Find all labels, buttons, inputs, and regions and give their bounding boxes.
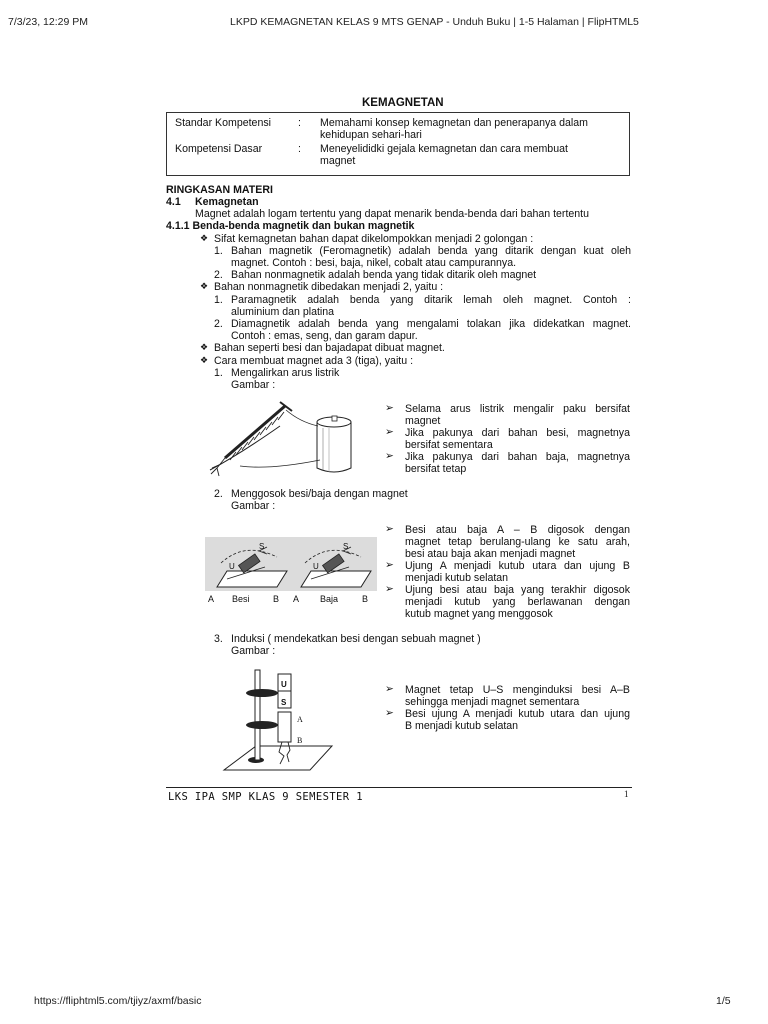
figure-label: A: [293, 594, 300, 604]
doc-title: KEMAGNETAN: [362, 97, 444, 109]
bullet-text-3: Bahan seperti besi dan bajadapat dibuat magnet.: [214, 342, 445, 354]
method1-note-1-line1: Selama arus listrik mengalir paku bersifat: [405, 403, 630, 415]
footer-divider: [166, 787, 632, 788]
method2-note-3-line3: kutub magnet yang menggosok: [405, 608, 553, 620]
arrow-bullet-icon: ➢: [385, 583, 394, 595]
bullet-text-1: Sifat kemagnetan bahan dapat dikelompokkan menjadi 2 golongan :: [214, 233, 534, 245]
figure-induction-stand: [222, 668, 334, 780]
method2-note-1-line2: magnet tetap berulang-ulang ke satu arah,: [405, 536, 630, 548]
method2-note-3-line2: menjadi kutub yang berlawanan dengan: [405, 596, 630, 608]
list-number: 1.: [214, 245, 223, 257]
subsection-number-41: 4.1: [166, 196, 181, 208]
gambar-label: Gambar :: [231, 500, 276, 512]
print-page-count: 1/5: [716, 995, 731, 1007]
method2-note-3-line1: Ujung besi atau baja yang terakhir digosok: [405, 584, 630, 596]
list-item-text: Bahan magnetik (Feromagnetik) adalah benda yang ditarik dengan kuat oleh: [231, 245, 631, 257]
method-title: Induksi ( mendekatkan besi dengan sebuah magnet ): [231, 633, 481, 645]
doc-page-number: 1: [624, 789, 629, 799]
intro-text: Magnet adalah logam tertentu yang dapat menarik benda-benda dari bahan tertentu: [195, 208, 590, 220]
list-item-text: magnet. Contoh : besi, baja, nikel, cobalt atau campurannya.: [231, 257, 517, 269]
subsection-title-41: Kemagnetan: [195, 196, 259, 208]
competency-text-standar-1: Memahami konsep kemagnetan dan penerapanya dalam: [320, 117, 588, 129]
competency-sep-1: :: [298, 117, 301, 129]
list-number: 2.: [214, 269, 223, 281]
figure-label: S: [259, 542, 265, 551]
arrow-bullet-icon: ➢: [385, 402, 394, 414]
figure-label: S: [281, 698, 287, 707]
figure-label: U: [313, 562, 319, 571]
figure-label: U: [281, 680, 287, 689]
figure-label: Besi: [232, 594, 250, 604]
method1-note-2-line2: bersifat sementara: [405, 439, 493, 451]
competency-text-standar-2: kehidupan sehari-hari: [320, 129, 422, 141]
figure-label: B: [273, 594, 280, 604]
bullet-text-4: Cara membuat magnet ada 3 (tiga), yaitu :: [214, 355, 414, 367]
figure-label: S: [343, 542, 349, 551]
method3-note-2-line1: Besi ujung A menjadi kutub utara dan ujung: [405, 708, 630, 720]
method-number: 1.: [214, 367, 223, 379]
diamond-bullet-icon: ❖: [200, 281, 209, 291]
figure-label: B: [297, 736, 303, 745]
method3-note-1-line1: Magnet tetap U–S menginduksi besi A–B: [405, 684, 630, 696]
method1-note-3-line1: Jika pakunya dari bahan baja, magnetnya: [405, 451, 630, 463]
print-page-title: LKPD KEMAGNETAN KELAS 9 MTS GENAP - Unduh Buku | 1-5 Halaman | FlipHTML5: [230, 16, 639, 28]
method-title: Mengalirkan arus listrik: [231, 367, 340, 379]
gambar-label: Gambar :: [231, 379, 276, 391]
arrow-bullet-icon: ➢: [385, 450, 394, 462]
list-item-text: Diamagnetik adalah benda yang mengalami tolakan jika didekatkan magnet.: [231, 318, 631, 330]
section-title: RINGKASAN MATERI: [166, 184, 273, 196]
list-item-text: Contoh : emas, seng, dan garam dapur.: [231, 330, 418, 342]
method1-note-3-line2: bersifat tetap: [405, 463, 467, 475]
method-title: Menggosok besi/baja dengan magnet: [231, 488, 408, 500]
method1-note-1-line2: magnet: [405, 415, 441, 427]
doc-footer-text: LKS IPA SMP KLAS 9 SEMESTER 1: [168, 791, 363, 803]
arrow-bullet-icon: ➢: [385, 523, 394, 535]
figure-label: A: [297, 715, 303, 724]
method3-note-1-line2: sehingga menjadi magnet sementara: [405, 696, 580, 708]
method-number: 2.: [214, 488, 223, 500]
subsection-title-411: 4.1.1 Benda-benda magnetik dan bukan magnetik: [166, 220, 415, 232]
list-item-text: aluminium dan platina: [231, 306, 335, 318]
list-item-text: Paramagnetik adalah benda yang ditarik lemah oleh magnet. Contoh :: [231, 294, 631, 306]
competency-label-standar: Standar Kompetensi: [175, 117, 271, 129]
figure-label: A: [208, 594, 215, 604]
list-number: 2.: [214, 318, 223, 330]
method2-note-2-line1: Ujung A menjadi kutub utara dan ujung B: [405, 560, 630, 572]
arrow-bullet-icon: ➢: [385, 683, 394, 695]
diamond-bullet-icon: ❖: [200, 233, 209, 243]
diamond-bullet-icon: ❖: [200, 342, 209, 352]
method3-note-2-line2: B menjadi kutub selatan: [405, 720, 519, 732]
method1-note-2-line1: Jika pakunya dari bahan besi, magnetnya: [405, 427, 630, 439]
competency-text-dasar-1: Meneyelididki gejala kemagnetan dan cara membuat: [320, 143, 568, 155]
figure-label: Baja: [320, 594, 339, 604]
method2-note-1-line3: besi atau baja akan menjadi magnet: [405, 548, 576, 560]
list-number: 1.: [214, 294, 223, 306]
figure-label: U: [229, 562, 235, 571]
competency-text-dasar-2: magnet: [320, 155, 356, 167]
arrow-bullet-icon: ➢: [385, 707, 394, 719]
list-item-text: Bahan nonmagnetik adalah benda yang tidak ditarik oleh magnet: [231, 269, 537, 281]
arrow-bullet-icon: ➢: [385, 559, 394, 571]
figure-nail-coil: [200, 398, 375, 478]
arrow-bullet-icon: ➢: [385, 426, 394, 438]
gambar-label: Gambar :: [231, 645, 276, 657]
competency-sep-2: :: [298, 143, 301, 155]
competency-label-dasar: Kompetensi Dasar: [175, 143, 263, 155]
figure-label: B: [362, 594, 369, 604]
bullet-text-2: Bahan nonmagnetik dibedakan menjadi 2, yaitu :: [214, 281, 444, 293]
method2-note-1-line1: Besi atau baja A – B digosok dengan: [405, 524, 630, 536]
print-datetime: 7/3/23, 12:29 PM: [8, 16, 88, 28]
method2-note-2-line2: menjadi kutub selatan: [405, 572, 509, 584]
print-url: https://fliphtml5.com/tjiyz/axmf/basic: [34, 995, 202, 1007]
diamond-bullet-icon: ❖: [200, 355, 209, 365]
method-number: 3.: [214, 633, 223, 645]
